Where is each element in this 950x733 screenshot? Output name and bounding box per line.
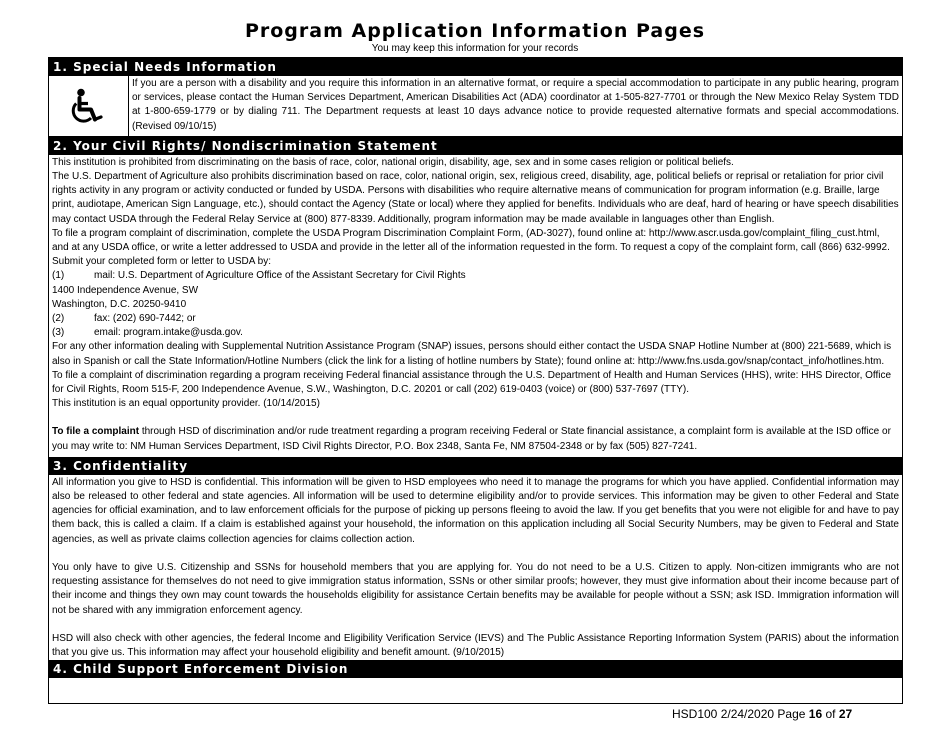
of-label: of xyxy=(822,707,839,721)
section-heading-confidentiality: 3. Confidentiality xyxy=(49,457,902,475)
item-number: (1) xyxy=(52,270,65,282)
page-subtitle: You may keep this information for your records xyxy=(371,43,579,54)
hsd-complaint-text: through HSD of discrimination and/or rude treatment regarding a program receiving Federal or State financial assistance, a complaint form is available at the ISD office or you may write to: NM Human Services Department, ISD Civil Rights Director, P.O. Box 2348, Santa Fe, NM 87504-2348 or by fax (505) 827-7241. xyxy=(52,426,891,452)
civil-rights-paragraph: To file a program complaint of discrimination, complete the USDA Program Discrimination Complaint Form, (AD-3027), found online at: http://www.ascr.usda.gov/complaint_filing_cust.html, and at any USDA office, or write a letter addressed to USDA and provide in the letter all of the information requested in the form. To request a copy of the complaint form, call (866) 632-9992. Submit your completed form or letter to USDA by: xyxy=(52,227,890,268)
page-total: 27 xyxy=(838,707,853,721)
submission-method-mail xyxy=(52,269,899,283)
form-frame xyxy=(48,57,903,704)
section-heading-special-needs: 1. Special Needs Information xyxy=(49,58,902,76)
special-needs-row xyxy=(49,76,902,137)
form-id: HSD100 2/24/2020 Page xyxy=(672,707,809,721)
page-number: 16 xyxy=(808,707,823,721)
submission-method-fax xyxy=(52,312,899,326)
confidentiality-paragraph: All information you give to HSD is confidential. This information will be given to HSD employees who need it to manage the programs for which you have applied. Confidential information may also be released to other federal and state agencies. All information will be used to determine eligibility and/or to provide services. This information may be given to other Federal and State agencies for official examination, and to law enforcement officials for the purpose of picking up persons fleeing to avoid the law. If you get benefits that you were not eligible for and have to pay them back, this is called a claim. If a claim is established against your household, the information on this application including all Social Security Numbers, may be given to Federal and State agencies, as well as private claims collection agencies for claims collection action. xyxy=(52,476,899,545)
civil-rights-paragraph: This institution is an equal opportunity provider. (10/14/2015) xyxy=(52,398,320,410)
wheelchair-accessibility-icon xyxy=(49,76,129,136)
confidentiality-paragraph: You only have to give U.S. Citizenship and SSNs for household members that you are applying for. You do not need to be a U.S. Citizen to apply. Non-citizen immigrants who are not requesting assistance for themselves do not need to give immigration status information, SSNs or other similar proofs; however, they must give information about their income because part of their income and things they own may count towards the households eligibility for assistance Certain benefits may be available for people without a SSN; ask ISD. Immigration information will not be shared with any immigration enforcement agency. xyxy=(52,561,899,616)
civil-rights-body xyxy=(49,155,902,457)
civil-rights-paragraph: This institution is prohibited from discriminating on the basis of race, color, national origin, disability, age, sex and in some cases religion or political beliefs. xyxy=(52,156,734,168)
item-text: email: program.intake@usda.gov. xyxy=(94,327,243,339)
civil-rights-paragraph: To file a complaint of discrimination regarding a program receiving Federal financial assistance through the U.S. Department of Health and Human Services (HHS), write: HHS Director, Office for Civil Rights, Room 515-F, 200 Independence Avenue, S.W., Washington, D.C. 20201 or call (202) 619-0403 (voice) or (800) 537-7697 (TTY). xyxy=(52,369,892,396)
item-number: (2) xyxy=(52,313,65,325)
confidentiality-paragraph: HSD will also check with other agencies, the federal Income and Eligibility Verification Service (IEVS) and The Public Assistance Reporting Information System (PARIS) about the information that you give us. This information may affect your household eligibility and benefit amount. (9/10/2015) xyxy=(52,632,899,658)
hsd-complaint-lead: To file a complaint xyxy=(52,426,140,438)
civil-rights-paragraph: The U.S. Department of Agriculture also prohibits discrimination based on race, color, national origin, sex, religious creed, disability, age, political beliefs or reprisal or retaliation for prior civil rights activity in any program or activity conducted or funded by USDA. Persons with disabilities who require alternative means of communication for program information (e.g. Braille, large print, audiotape, American Sign Language, etc.), should contact the Agency (State or local) where they applied for benefits. Individuals who are deaf, hard of hearing or have speech disabilities may contact USDA through the Federal Relay Service at (800) 877-8339. Additionally, program information may be made available in languages other than English. xyxy=(52,171,899,225)
item-text: fax: (202) 690-7442; or xyxy=(94,313,196,325)
section-heading-civil-rights: 2. Your Civil Rights/ Nondiscrimination Statement xyxy=(49,137,902,155)
confidentiality-body xyxy=(49,475,902,660)
section-heading-child-support: 4. Child Support Enforcement Division xyxy=(49,660,902,678)
address-line: Washington, D.C. 20250-9410 xyxy=(52,298,187,310)
item-text: mail: U.S. Department of Agriculture Office of the Assistant Secretary for Civil Rights xyxy=(94,270,466,282)
special-needs-text: If you are a person with a disability and you require this information in an alternative format, or require a special accommodation to participate in any public hearing, program or services, please contact the Human Services Department, American Disabilities Act (ADA) coordinator at 1-505-827-7701 or through the New Mexico Relay System TDD at 1-800-659-1779 or by dialing 711. The Department requests at least 10 days advance notice to provide requested alternative formats and special accommodations. (Revised 09/10/15) xyxy=(132,78,899,132)
page-footer xyxy=(672,707,852,721)
civil-rights-paragraph: For any other information dealing with Supplemental Nutrition Assistance Program (SNAP) issues, persons should either contact the USDA SNAP Hotline Number at (800) 221-5689, which is also in Spanish or call the State Information/Hotline Numbers (click the link for a listing of hotline numbers by State); found online at: http://www.fns.usda.gov/snap/contact_info/hotlines.htm. xyxy=(52,341,892,367)
hsd-complaint-paragraph xyxy=(52,425,899,453)
submission-method-email xyxy=(52,326,899,340)
item-number: (3) xyxy=(52,327,65,339)
address-line: 1400 Independence Avenue, SW xyxy=(52,284,199,296)
page-title: Program Application Information Pages xyxy=(244,20,706,42)
